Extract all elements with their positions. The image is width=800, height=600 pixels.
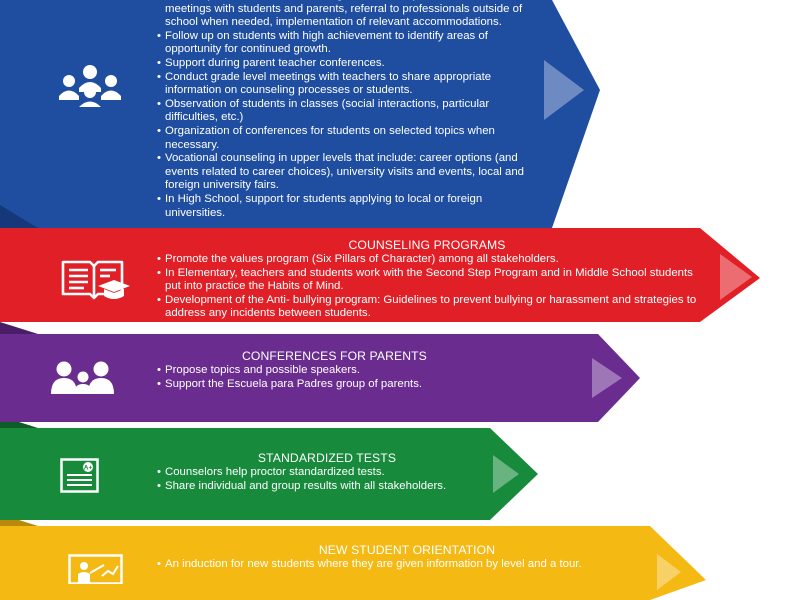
list-item: • Organization of conferences for students on selected topics when necessary. xyxy=(157,125,529,152)
list-item: • Counselors help proctor standardized tests. xyxy=(157,466,497,480)
play-arrow-icon xyxy=(718,252,754,302)
standardized-tests-content xyxy=(157,451,497,493)
conferences-for-parents-list xyxy=(157,364,577,391)
play-arrow-icon xyxy=(542,58,586,122)
list-item: • Share individual and group results with all stakeholders. xyxy=(157,480,497,494)
play-arrow-icon xyxy=(590,356,624,400)
standardized-tests-list xyxy=(157,466,497,493)
svg-text:A+: A+ xyxy=(83,464,93,472)
parents-icon xyxy=(51,360,121,396)
standardized-tests-title: STANDARDIZED TESTS xyxy=(257,451,397,465)
new-student-orientation-title: NEW STUDENT ORIENTATION xyxy=(318,543,496,557)
counseling-programs-content xyxy=(157,238,697,321)
book-graduation-cap-icon xyxy=(60,258,130,304)
list-item: • In High School, support for students applying to local or foreign universities. xyxy=(157,193,529,220)
list-item: • Conduct grade level meetings with teachers to share appropriate information on counseling processes or students. xyxy=(157,71,529,98)
new-student-orientation-list xyxy=(157,558,657,572)
list-item: • Observation of students in classes (social interactions, particular difficulties, etc.) xyxy=(157,98,529,125)
section-counseling-programs xyxy=(0,228,800,328)
list-item: • An induction for new students where they are given information by level and a tour. xyxy=(157,558,657,572)
list-item: • Support during parent teacher conferences. xyxy=(157,57,529,71)
counseling-programs-list xyxy=(157,253,697,321)
counseling-programs-title: COUNSELING PROGRAMS xyxy=(348,238,506,252)
section-new-student-orientation xyxy=(0,520,740,600)
list-item: • Support the Escuela para Padres group of parents. xyxy=(157,378,577,392)
list-item: • Propose topics and possible speakers. xyxy=(157,364,577,378)
group-people-icon xyxy=(57,64,123,108)
list-item: • Promote the values program (Six Pillars of Character) among all stakeholders. xyxy=(157,253,697,267)
follow-up-content xyxy=(157,0,529,220)
list-item: • In Elementary, teachers and students work with the Second Step Program and in Middle School students put into practice the Habits of Mind. xyxy=(157,267,697,294)
list-item: • Vocational counseling in upper levels that include: career options (and events related to career choices), university visits and events, local and foreign university fairs. xyxy=(157,152,529,193)
conferences-for-parents-title: CONFERENCES FOR PARENTS xyxy=(242,349,427,363)
section-follow-up xyxy=(0,0,620,228)
follow-up-list xyxy=(157,0,529,220)
list-item: • Follow up on students with high achievement to identify areas of opportunity for continued growth. xyxy=(157,30,529,57)
conferences-for-parents-content xyxy=(157,349,577,391)
list-item: • meetings with students and parents, referral to professionals outside of school when needed, implementation of relevant accommodations. xyxy=(157,0,529,30)
section-standardized-tests xyxy=(0,422,560,528)
graded-test-icon xyxy=(60,458,100,494)
new-student-orientation-content xyxy=(157,543,657,572)
list-item: • Development of the Anti- bullying program: Guidelines to prevent bullying or harassment and strategies to address any incidents between students. xyxy=(157,294,697,321)
play-arrow-icon xyxy=(655,552,683,592)
section-conferences-for-parents xyxy=(0,322,660,428)
